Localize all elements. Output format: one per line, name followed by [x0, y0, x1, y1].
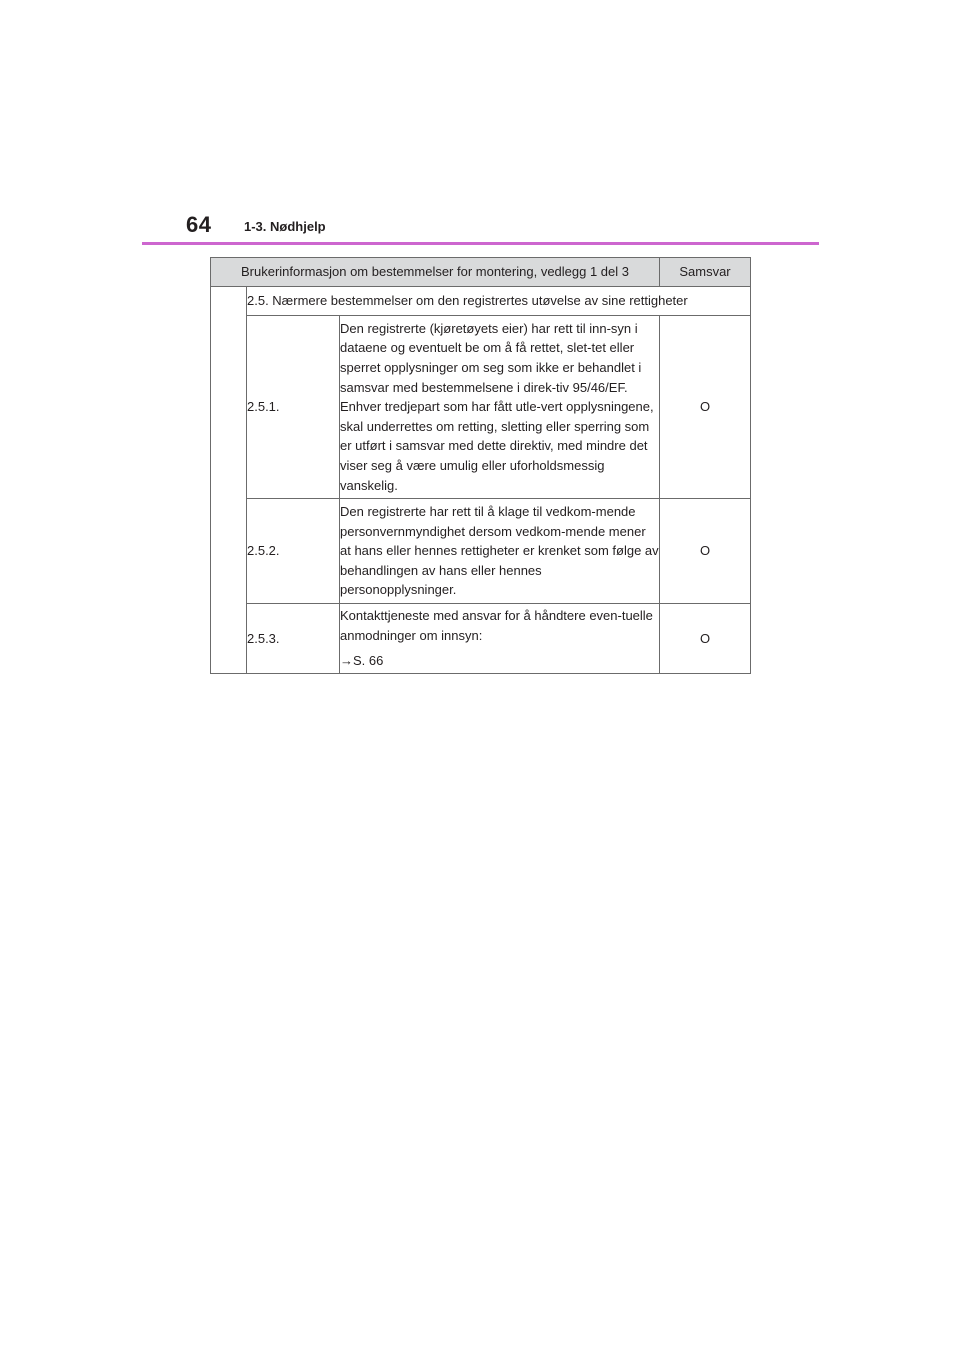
header-cell-compliance: Samsvar	[660, 258, 751, 287]
table-row	[211, 316, 751, 499]
header-rule	[142, 242, 819, 245]
row-compliance-mark: O	[660, 316, 751, 499]
row-compliance-mark: O	[660, 499, 751, 604]
arrow-right-icon: →	[340, 653, 353, 669]
table-row	[211, 287, 751, 316]
page-reference-text: S. 66	[353, 653, 384, 669]
table-row	[211, 604, 751, 674]
subheading-cell: 2.5. Nærmere bestemmelser om den registrertes utøvelse av sine rettigheter	[247, 287, 751, 316]
header-cell-info: Brukerinformasjon om bestemmelser for montering, vedlegg 1 del 3	[211, 258, 660, 287]
page-number: 64	[186, 212, 212, 237]
page-reference[interactable]	[340, 651, 659, 671]
indent-cell	[211, 287, 247, 674]
row-text: Kontakttjeneste med ansvar for å håndtere even-tuelle anmodninger om innsyn:	[340, 608, 653, 643]
row-number: 2.5.3.	[247, 604, 340, 674]
table-header-row	[211, 258, 751, 287]
row-text-cell	[340, 604, 660, 674]
row-compliance-mark: O	[660, 604, 751, 674]
row-text: Den registrerte (kjøretøyets eier) har rett til inn-syn i dataene og eventuelt be om å få rettet, slet-tet eller sperret opplysninger om seg som ikke er behandlet i samsvar med bestemmelsene i direk-tiv 95/46/EF. Enhver tredjepart som har fått utle-vert opplysningene, skal underrettes om retting, sletting eller sperring som er utført i samsvar med dette direktiv, med mindre det viser seg å være umulig eller uforholdsmessig vanskelig.	[340, 316, 660, 499]
row-text: Den registrerte har rett til å klage til vedkom-mende personvernmyndighet dersom vedkom-mende mener at hans eller hennes rettigheter er krenket som følge av behandlingen av hans eller hennes personopplysninger.	[340, 499, 660, 604]
regulation-table	[210, 257, 751, 674]
row-number: 2.5.1.	[247, 316, 340, 499]
section-title: 1-3. Nødhjelp	[244, 219, 326, 234]
table-row	[211, 499, 751, 604]
row-number: 2.5.2.	[247, 499, 340, 604]
